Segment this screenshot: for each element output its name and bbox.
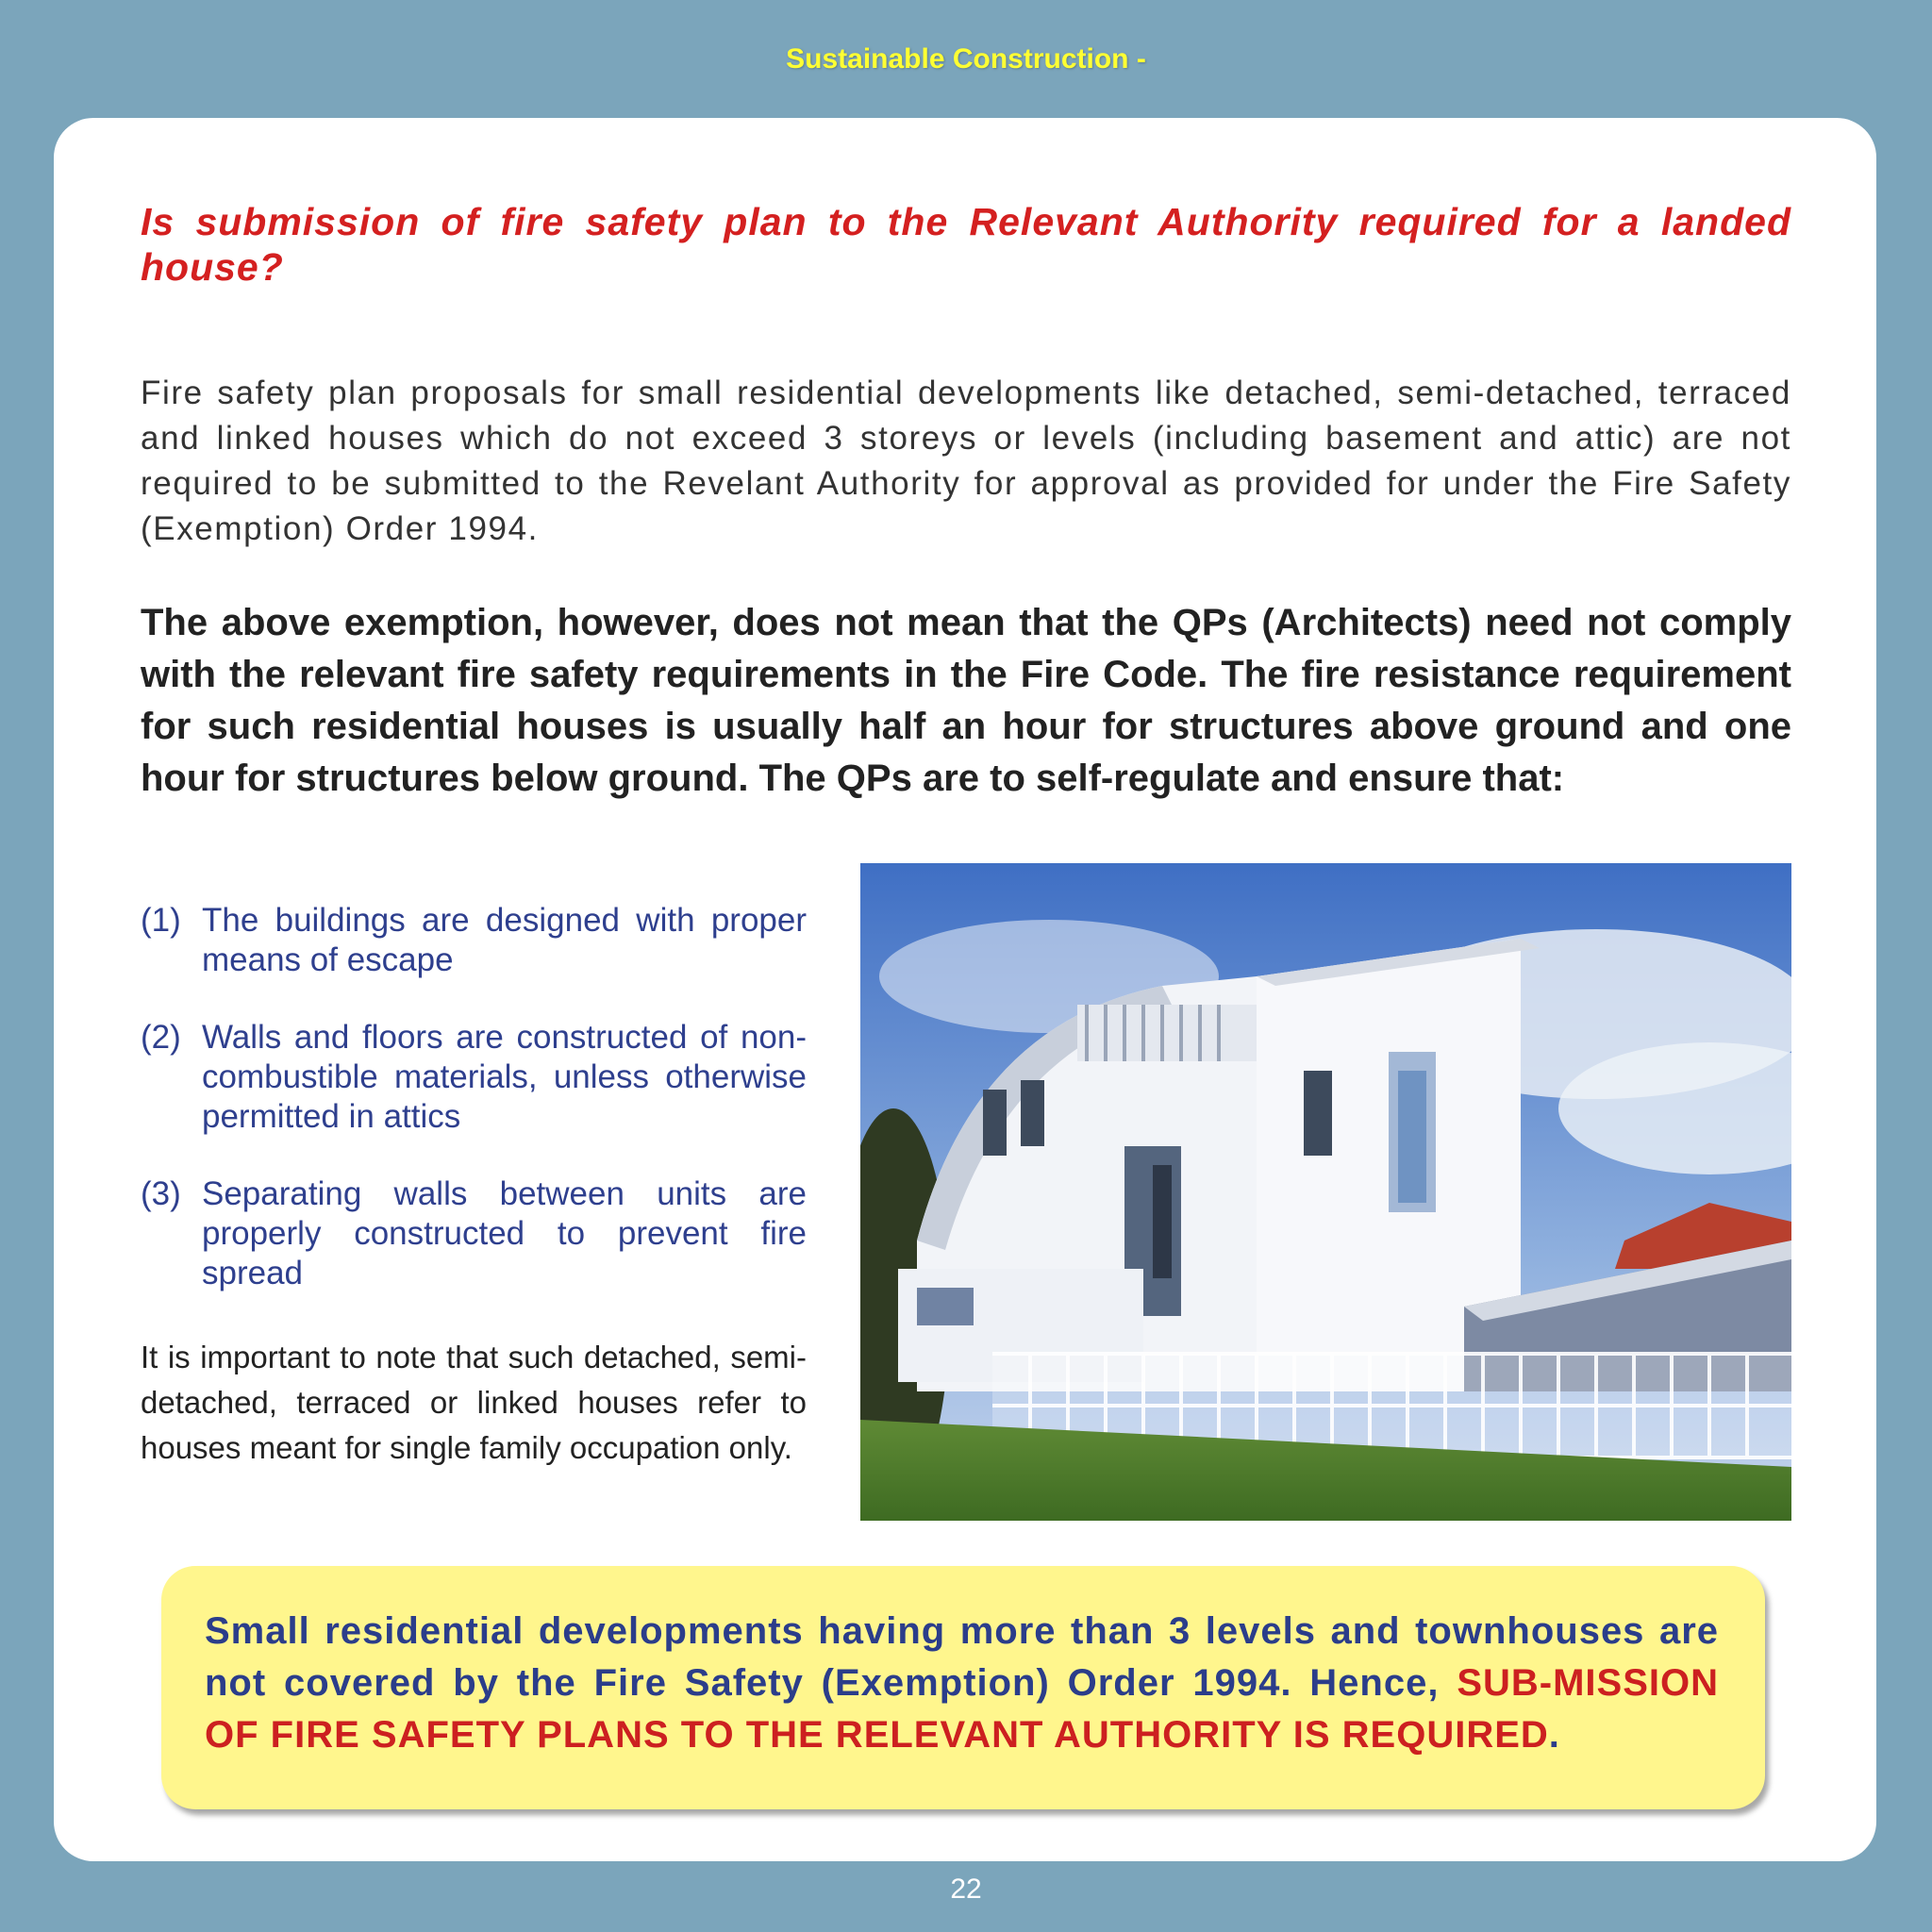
intro-paragraph: Fire safety plan proposals for small residential developments like detached, semi-detached, terraced and linked houses which do not exceed 3 storeys or levels (including basement and attic) are not required to be submitted to the Revelant Authority for approval as provided for under the Fire Safety (Exemption) Order 1994.	[141, 375, 1791, 547]
list-item	[141, 901, 807, 980]
list-item-number: (1)	[141, 902, 181, 939]
callout-blue-text: Small residential developments having more than 3 levels and townhouses are not covered by the Fire Safety (Exemption) Order 1994. Hence,	[205, 1610, 1719, 1704]
callout-box	[161, 1566, 1765, 1809]
page-number: 22	[950, 1874, 982, 1905]
list-item	[141, 1174, 807, 1293]
callout-red-text: SUB-MISSION OF FIRE SAFETY PLANS TO THE RELEVANT AUTHORITY IS REQUIRED	[205, 1662, 1719, 1756]
requirement-paragraph: The above exemption, however, does not mean that the QPs (Architects) need not comply with the relevant fire safety requirements in the Fire Code. The fire resistance requirement for such residential houses is usually half an hour for structures above ground and one hour for structures below ground. The QPs are to self-regulate and ensure that:	[141, 602, 1791, 799]
question-heading: Is submission of fire safety plan to the Relevant Authority required for a landed house?	[141, 200, 1791, 289]
list-item-text: Separating walls between units are properly constructed to prevent fire spread	[202, 1175, 807, 1291]
note-paragraph: It is important to note that such detached, semi-detached, terraced or linked houses refer to houses meant for single family occupation only.	[141, 1340, 807, 1465]
requirements-list	[141, 901, 807, 1331]
list-item-number: (3)	[141, 1175, 181, 1212]
callout-end-text: .	[1548, 1714, 1560, 1756]
house-photo	[860, 863, 1791, 1521]
list-item	[141, 1018, 807, 1137]
list-item-number: (2)	[141, 1019, 181, 1056]
content-card	[54, 118, 1876, 1861]
header-title: Sustainable Construction -	[786, 43, 1146, 75]
list-item-text: The buildings are designed with proper means of escape	[202, 902, 807, 978]
callout-text	[205, 1606, 1719, 1761]
list-item-text: Walls and floors are constructed of non-combustible materials, unless otherwise permitted in attics	[202, 1019, 807, 1135]
